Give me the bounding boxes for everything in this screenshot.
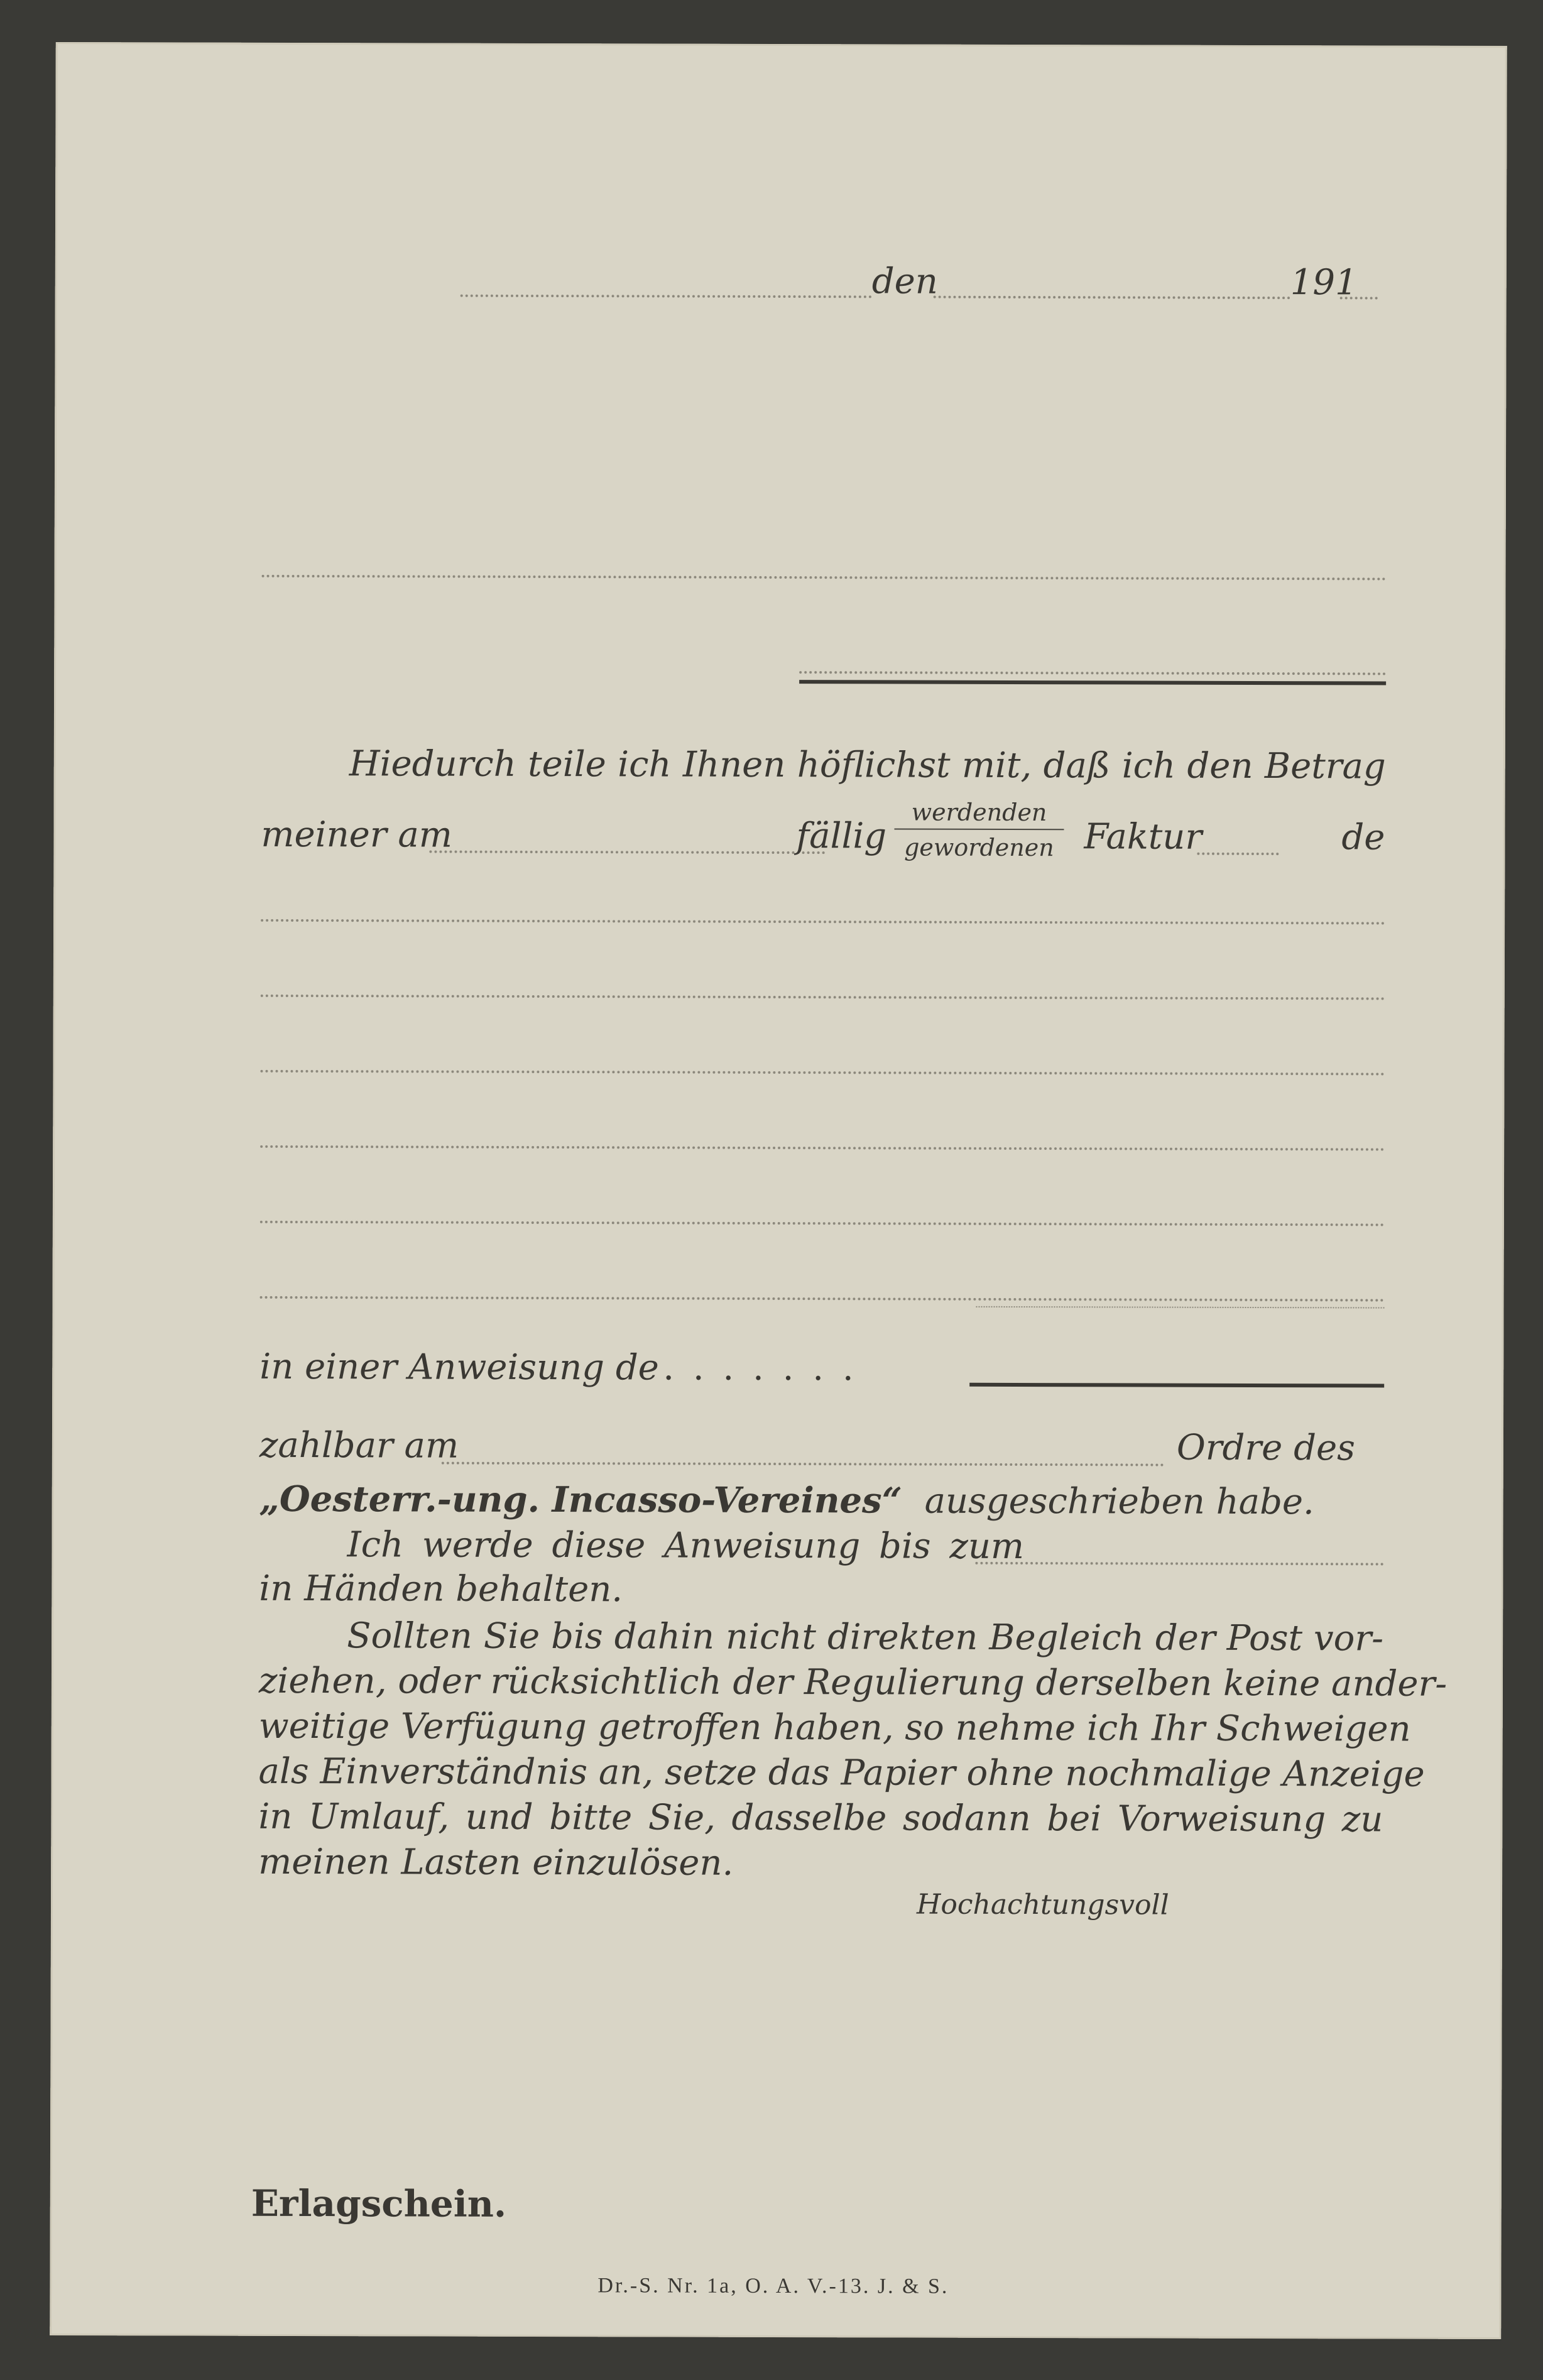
blank-line-1[interactable] [261,919,1385,925]
payable-date-field[interactable] [442,1462,1164,1466]
closing-salutation: Hochachtungsvoll [916,1888,1169,1921]
faellig-label: fällig [796,816,887,857]
faktur-label: Faktur [1084,816,1202,858]
due-date-field[interactable] [429,851,825,854]
intro-line [349,743,1386,787]
printer-code: Dr.-S. Nr. 1a, O. A. V.-13. J. & S. [597,2274,949,2298]
fraction-numerator: werdenden [895,798,1064,830]
paragraph-line-3 [258,1704,1411,1752]
meiner-am-label: meiner am [261,814,452,856]
blank-line-5[interactable] [260,1221,1385,1226]
paragraph-line-1 [259,1613,1383,1662]
intro-text: Hiedurch teile ich Ihnen höflichst mit, daß ich den Betrag [349,743,1386,787]
erlagschein-title: Erlagschein. [251,2181,507,2225]
paragraph-line-6 [258,1840,1383,1888]
faktur-field[interactable] [1197,853,1279,855]
zahlbar-am-label: zahlbar am [259,1424,459,1466]
verein-line [259,1478,1314,1522]
anweisung-dots: . . . . . . . [663,1347,858,1389]
werdenden-gewordenen-fraction [894,798,1064,861]
den-label: den [871,261,938,302]
paragraph-text-5: in Umlauf, und bitte Sie, dasselbe sodann bei Vorweisung zu [258,1796,1383,1840]
verein-rest: ausgeschrieben habe. [924,1480,1314,1523]
recipient-line-dotted[interactable] [799,671,1386,675]
paragraph-text-1: Sollten Sie bis dahin nicht direkten Begleich der Post vor- [347,1615,1384,1659]
paragraph-text-3: weitige Verfügung getroffen haben, so nehme ich Ihr Schweigen [258,1705,1411,1750]
paragraph-text-4: als Einverständnis an, setze das Papier ohne nochmalige Anzeige [258,1750,1425,1795]
paragraph-line-5 [258,1794,1383,1843]
blank-line-6[interactable] [260,1296,1385,1302]
recipient-line-solid [799,680,1386,685]
ordre-des-label: Ordre des [1176,1427,1355,1469]
paragraph-line-4 [258,1749,1425,1798]
amount-field[interactable] [969,1383,1384,1388]
paragraph-text-6: meinen Lasten einzulösen. [258,1841,734,1884]
year-label: 191 [1290,262,1358,303]
verein-name: „Oesterr.-ung. Incasso-Vereines“ [259,1478,902,1522]
de-label-1: de [1341,817,1385,858]
blank-line-3[interactable] [260,1070,1385,1076]
paragraph-text-2: ziehen, oder rücksichtlich der Regulierung derselben keine ander- [258,1660,1448,1705]
ich-werde-label: Ich werde diese Anweisung bis zum [347,1524,1025,1568]
until-date-field[interactable] [975,1562,1383,1566]
paragraph-line-2 [258,1659,1448,1707]
year-suffix-field[interactable] [1340,297,1378,299]
address-line[interactable] [262,575,1387,581]
place-field[interactable] [461,295,872,298]
anweisung-label: in einer Anweisung de [259,1346,659,1389]
blank-line-4[interactable] [260,1145,1385,1151]
blank-line-6b [976,1306,1385,1309]
form-sheet [50,42,1507,2339]
notice-paragraph [258,1613,1448,1888]
date-field[interactable] [934,296,1290,299]
fraction-denominator: gewordenen [904,833,1054,862]
blank-line-2[interactable] [261,995,1385,1000]
in-haenden-label: in Händen behalten. [259,1568,623,1610]
